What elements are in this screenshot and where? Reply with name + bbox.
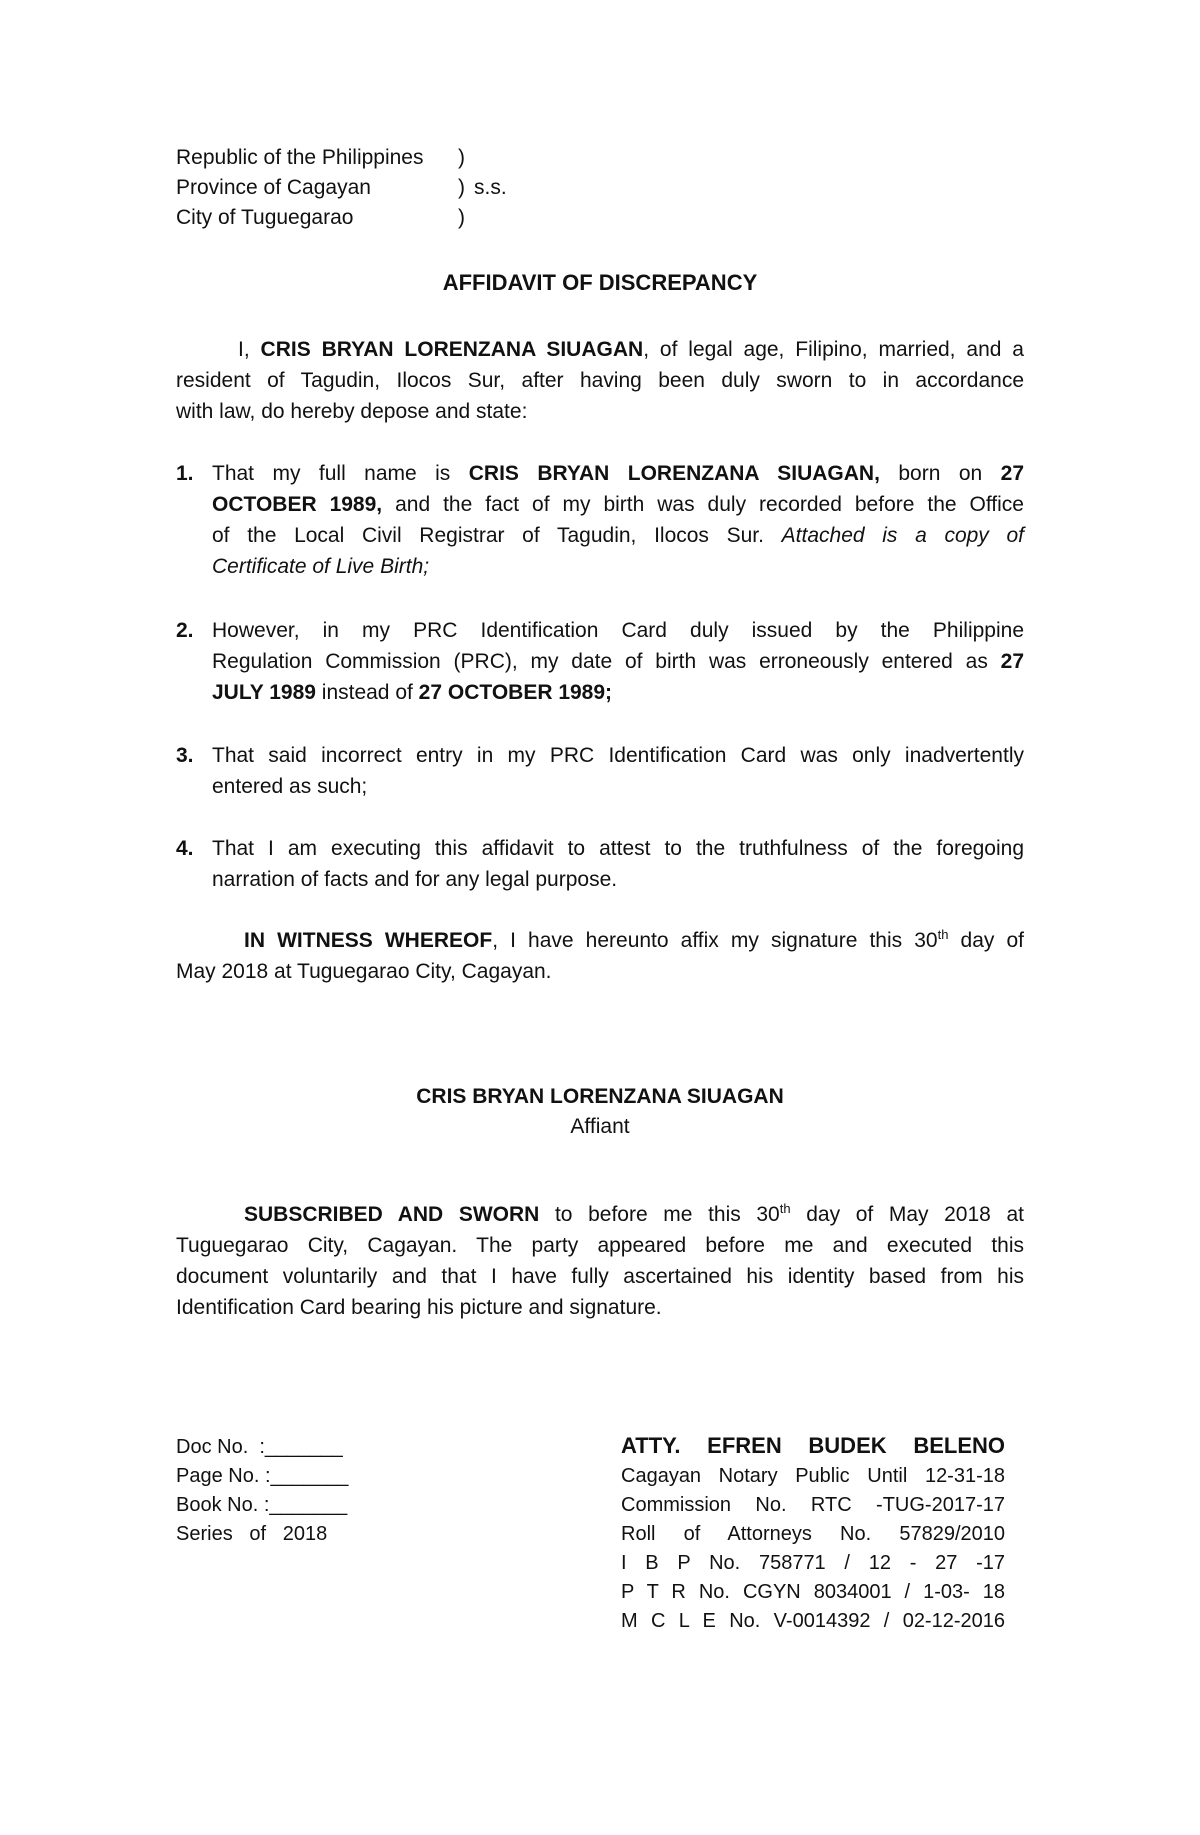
notary-commission-no: Commission No. RTC -TUG-2017-17 bbox=[621, 1494, 1005, 1516]
item-number: 4. bbox=[176, 837, 194, 860]
notary-commission-until: Cagayan Notary Public Until 12-31-18 bbox=[621, 1465, 1005, 1487]
item-text: Regulation Commission (PRC), my date of birth was erroneously entered as bbox=[212, 650, 1001, 673]
witness-text: , I have hereunto affix my signature this 30 bbox=[492, 929, 938, 952]
affiant-role: Affiant bbox=[570, 1115, 630, 1138]
list-item-2 bbox=[212, 615, 1024, 708]
book-no: Book No. :_______ bbox=[176, 1494, 348, 1516]
item-number: 1. bbox=[176, 462, 194, 485]
intro-rest: , of legal age, Filipino, married, and a bbox=[643, 338, 1024, 361]
venue-paren: ) bbox=[458, 146, 465, 169]
item-bold: JULY 1989 bbox=[212, 681, 316, 704]
intro-line-2: resident of Tagudin, Ilocos Sur, after having been duly sworn to in accordance bbox=[176, 369, 1024, 392]
item-text: That my full name is bbox=[212, 462, 469, 485]
item-1-line-4: Certificate of Live Birth; bbox=[212, 555, 430, 578]
item-bold: CRIS BRYAN LORENZANA SIUAGAN, bbox=[468, 462, 880, 485]
document-title: AFFIDAVIT OF DISCREPANCY bbox=[442, 270, 758, 295]
notary-block bbox=[621, 1430, 1005, 1636]
notary-name: ATTY. EFREN BUDEK BELENO bbox=[621, 1433, 1005, 1458]
jurat-paragraph bbox=[176, 1199, 1024, 1323]
ordinal-suffix: th bbox=[937, 927, 949, 942]
list-item-4 bbox=[212, 833, 1024, 895]
ordinal-suffix: th bbox=[779, 1201, 791, 1216]
intro-line-3: with law, do hereby depose and state: bbox=[176, 400, 528, 423]
item-1-line-3 bbox=[212, 520, 1024, 551]
witness-line-2: May 2018 at Tuguegarao City, Cagayan. bbox=[176, 960, 552, 983]
jurat-line-3: document voluntarily and that I have fully ascertained his identity based from his bbox=[176, 1265, 1024, 1288]
jurat-line-1 bbox=[176, 1199, 1024, 1230]
item-number: 2. bbox=[176, 619, 194, 642]
item-bold: OCTOBER 1989, bbox=[212, 493, 383, 516]
notary-ptr-no: P T R No. CGYN 8034001 / 1-03- 18 bbox=[621, 1581, 1005, 1603]
jurat-text: to before me this 30 bbox=[539, 1203, 780, 1226]
item-3-line-1: That said incorrect entry in my PRC Identification Card was only inadvertently bbox=[212, 744, 1024, 767]
venue-province: Province of Cagayan bbox=[176, 176, 371, 199]
item-bold: 27 OCTOBER 1989; bbox=[418, 681, 613, 704]
item-number: 3. bbox=[176, 744, 194, 767]
item-1-line-1 bbox=[212, 458, 1024, 489]
jurat-text: day of May 2018 at bbox=[790, 1203, 1024, 1226]
witness-line-1 bbox=[176, 925, 1024, 956]
jurat-bold: SUBSCRIBED AND SWORN bbox=[244, 1203, 540, 1226]
item-text: and the fact of my birth was duly recorded before the Office bbox=[382, 493, 1024, 516]
intro-line-1 bbox=[176, 334, 1024, 365]
affiant-name-inline: CRIS BRYAN LORENZANA SIUAGAN bbox=[260, 338, 644, 361]
item-2-line-2 bbox=[212, 646, 1024, 677]
item-bold: 27 bbox=[1000, 462, 1024, 485]
intro-prefix: I, bbox=[238, 338, 261, 361]
jurat-line-2: Tuguegarao City, Cagayan. The party appeared before me and executed this bbox=[176, 1234, 1024, 1257]
item-text: born on bbox=[879, 462, 1001, 485]
intro-paragraph bbox=[176, 334, 1024, 427]
item-4-line-2: narration of facts and for any legal purpose. bbox=[212, 868, 618, 891]
witness-text: day of bbox=[948, 929, 1024, 952]
list-item-3 bbox=[212, 740, 1024, 802]
witness-paragraph bbox=[176, 925, 1024, 987]
doc-no: Doc No. :_______ bbox=[176, 1436, 343, 1458]
item-1-line-2 bbox=[212, 489, 1024, 520]
venue-paren: ) bbox=[458, 176, 465, 199]
notary-ibp-no: I B P No. 758771 / 12 - 27 -17 bbox=[621, 1552, 1005, 1574]
item-2-line-1: However, in my PRC Identification Card duly issued by the Philippine bbox=[212, 619, 1024, 642]
item-text: of the Local Civil Registrar of Tagudin, Ilocos Sur. bbox=[212, 524, 782, 547]
notary-roll-no: Roll of Attorneys No. 57829/2010 bbox=[621, 1523, 1005, 1545]
notary-mcle-no: M C L E No. V-0014392 / 02-12-2016 bbox=[621, 1610, 1005, 1632]
jurat-line-4: Identification Card bearing his picture and signature. bbox=[176, 1296, 662, 1319]
affiant-name: CRIS BRYAN LORENZANA SIUAGAN bbox=[416, 1085, 784, 1108]
venue-ss: s.s. bbox=[474, 176, 507, 199]
venue-city: City of Tuguegarao bbox=[176, 206, 354, 229]
list-item-1 bbox=[212, 458, 1024, 582]
item-2-line-3 bbox=[212, 677, 1024, 708]
page-no: Page No. :_______ bbox=[176, 1465, 349, 1487]
item-italic: Attached is a copy of bbox=[781, 524, 1024, 547]
witness-bold: IN WITNESS WHEREOF bbox=[244, 929, 493, 952]
venue-republic: Republic of the Philippines bbox=[176, 146, 424, 169]
venue-paren: ) bbox=[458, 206, 465, 229]
item-4-line-1: That I am executing this affidavit to attest to the truthfulness of the foregoing bbox=[212, 837, 1024, 860]
series: Series of 2018 bbox=[176, 1523, 328, 1545]
item-text: instead of bbox=[315, 681, 419, 704]
item-3-line-2: entered as such; bbox=[212, 775, 368, 798]
item-bold: 27 bbox=[1000, 650, 1024, 673]
